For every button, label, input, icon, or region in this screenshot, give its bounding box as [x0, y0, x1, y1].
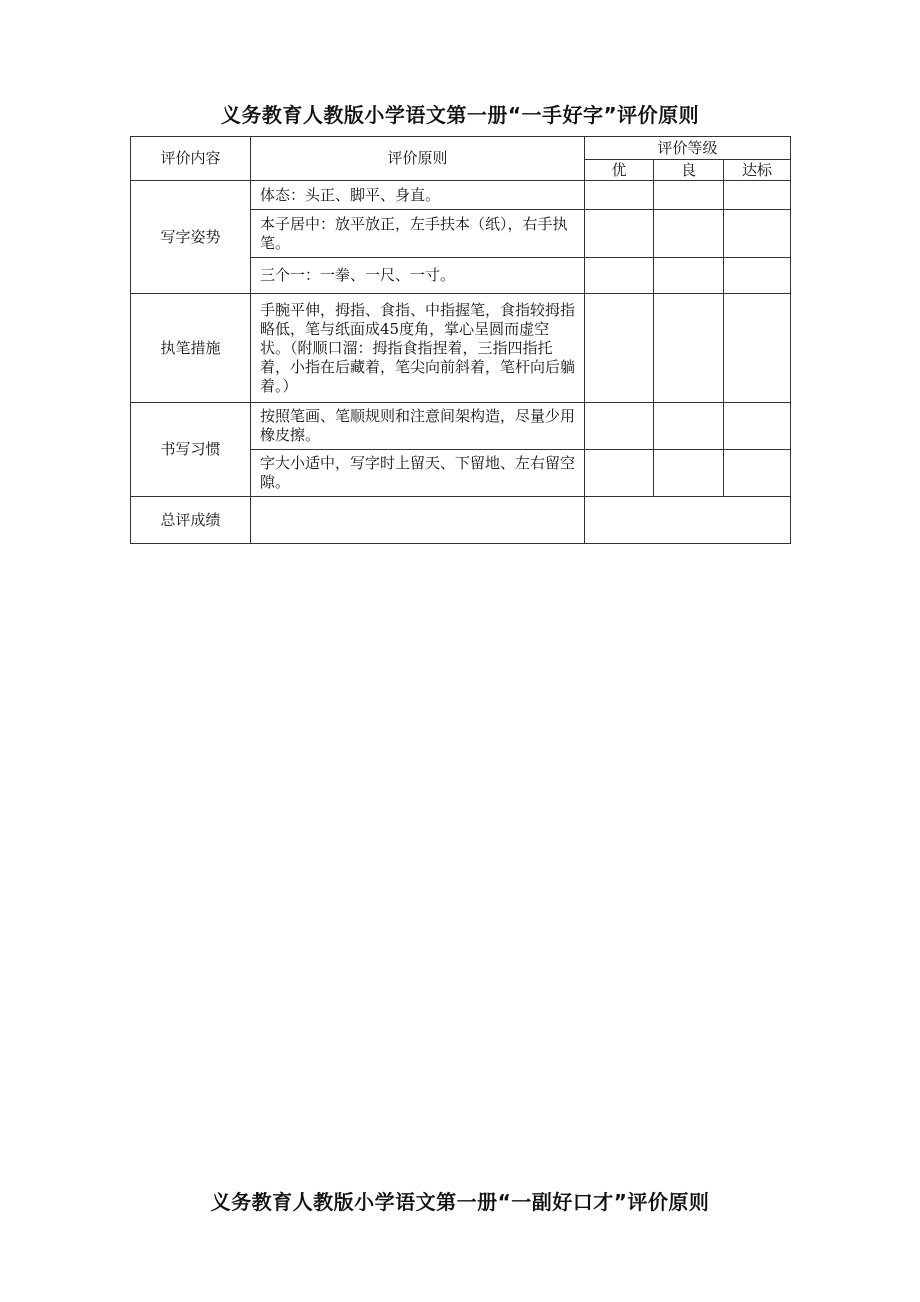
total-grade-cell — [585, 497, 791, 544]
grade-cell — [585, 294, 654, 403]
header-level-good: 良 — [654, 160, 724, 181]
total-label: 总评成绩 — [131, 497, 251, 544]
total-content-cell — [251, 497, 585, 544]
criterion-cell: 按照笔画、笔顺规则和注意间架构造，尽量少用橡皮擦。 — [251, 403, 585, 450]
table-header-row — [131, 137, 791, 160]
table-row — [131, 403, 791, 450]
category-cell: 执笔措施 — [131, 294, 251, 403]
criterion-cell: 体态：头正、脚平、身直。 — [251, 181, 585, 210]
grade-cell — [724, 258, 791, 294]
header-level-pass: 达标 — [724, 160, 791, 181]
grade-cell — [585, 403, 654, 450]
second-page-title: 义务教育人教版小学语文第一册“一副好口才”评价原则 — [210, 1190, 710, 1214]
grade-cell — [654, 450, 724, 497]
grade-cell — [585, 258, 654, 294]
total-row — [131, 497, 791, 544]
grade-cell — [585, 210, 654, 258]
header-content: 评价内容 — [131, 137, 251, 181]
criterion-cell: 三个一：一拳、一尺、一寸。 — [251, 258, 585, 294]
grade-cell — [585, 181, 654, 210]
grade-cell — [724, 181, 791, 210]
criterion-cell: 字大小适中，写字时上留天、下留地、左右留空隙。 — [251, 450, 585, 497]
header-level-excellent: 优 — [585, 160, 654, 181]
grade-cell — [654, 181, 724, 210]
category-cell: 写字姿势 — [131, 181, 251, 294]
header-principle: 评价原则 — [251, 137, 585, 181]
header-grade: 评价等级 — [585, 137, 791, 160]
grade-cell — [724, 403, 791, 450]
table-row — [131, 294, 791, 403]
page-title: 义务教育人教版小学语文第一册“一手好字”评价原则 — [220, 103, 700, 127]
grade-cell — [724, 450, 791, 497]
grade-cell — [654, 258, 724, 294]
grade-cell — [724, 210, 791, 258]
evaluation-table — [130, 136, 791, 544]
criterion-cell: 手腕平伸，拇指、食指、中指握笔，食指较拇指略低，笔与纸面成45度角，掌心呈圆而虚空状。（附顺口溜：拇指食指捏着，三指四指托着，小指在后藏着，笔尖向前斜着，笔杆向后躺着。） — [251, 294, 585, 403]
grade-cell — [654, 403, 724, 450]
criterion-cell: 本子居中：放平放正，左手扶本（纸），右手执笔。 — [251, 210, 585, 258]
grade-cell — [585, 450, 654, 497]
category-cell: 书写习惯 — [131, 403, 251, 497]
grade-cell — [654, 210, 724, 258]
grade-cell — [654, 294, 724, 403]
table-row — [131, 181, 791, 210]
grade-cell — [724, 294, 791, 403]
